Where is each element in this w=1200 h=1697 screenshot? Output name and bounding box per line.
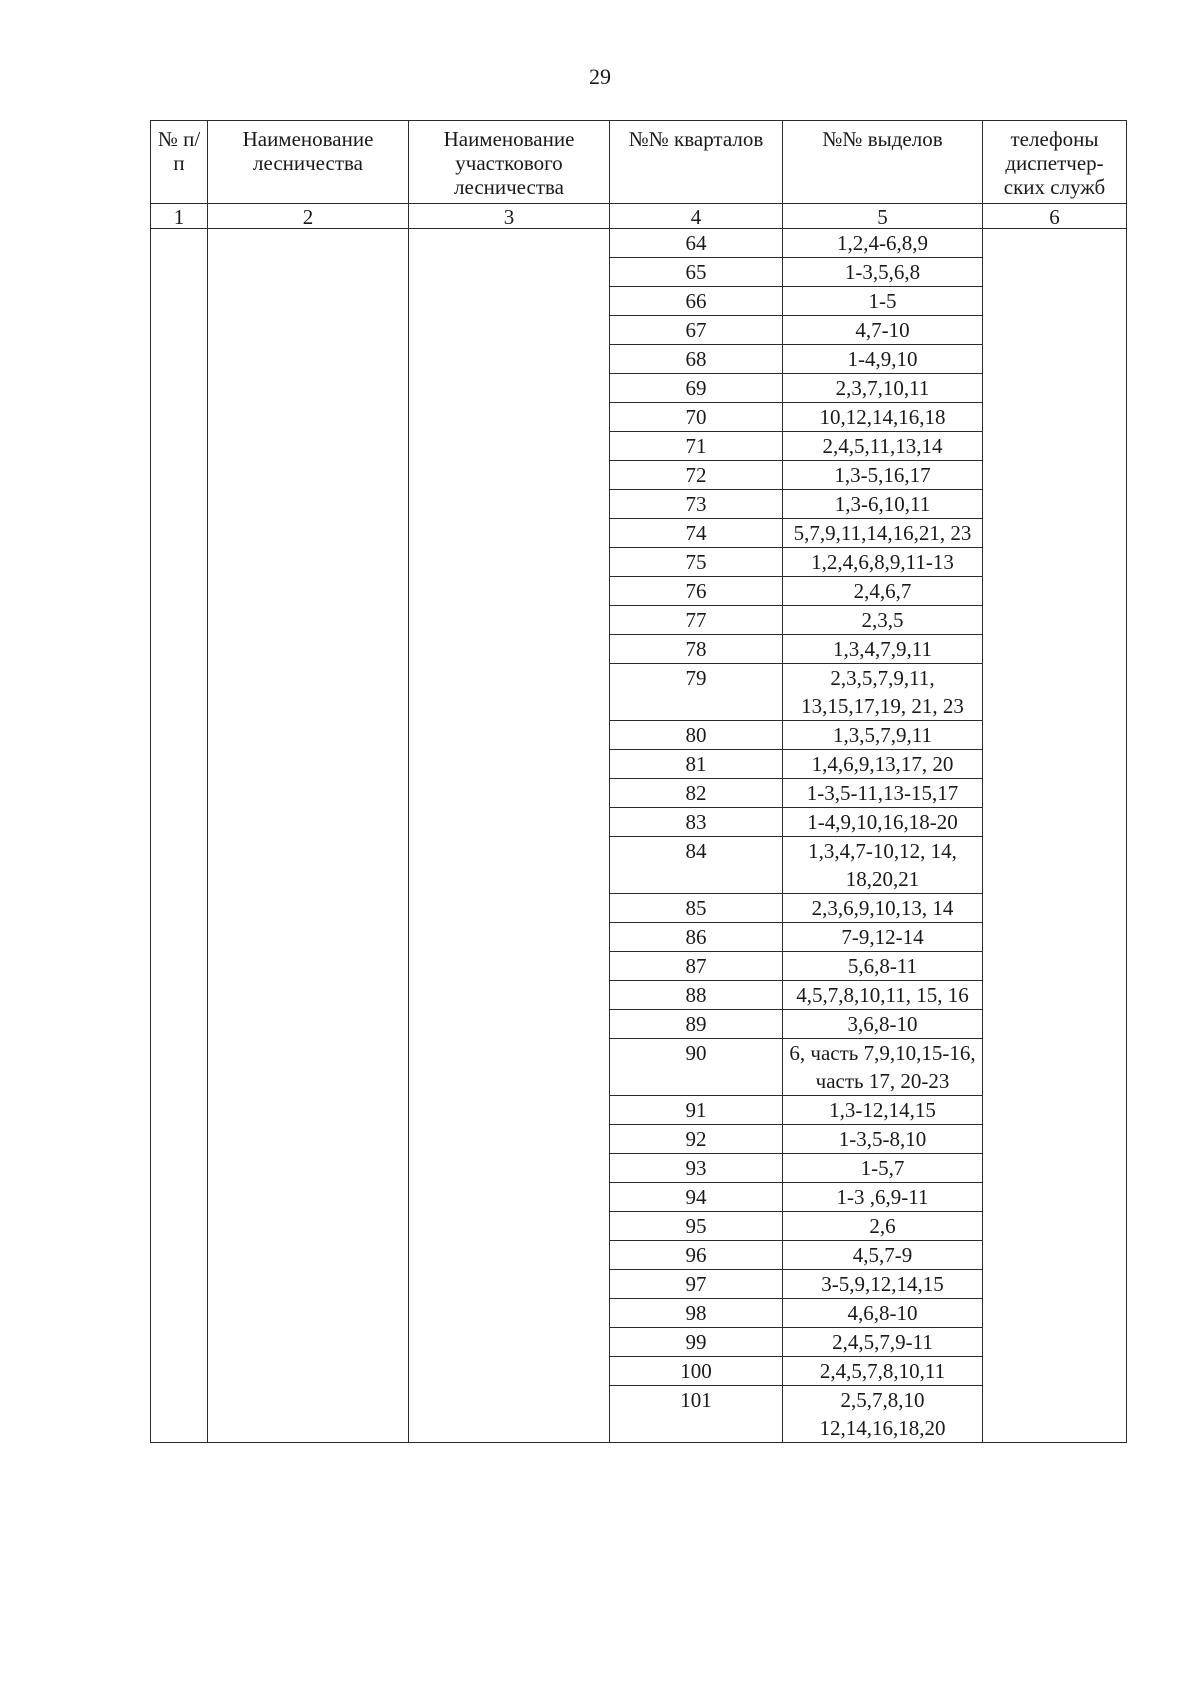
district-forestry-cell [409,635,610,664]
district-forestry-cell [409,229,610,258]
district-forestry-cell [409,923,610,952]
dispatch-phone-cell [983,1212,1127,1241]
quarter-number: 92 [610,1125,783,1154]
parcel-numbers: 2,3,7,10,11 [783,374,983,403]
dispatch-phone-cell [983,923,1127,952]
dispatch-phone-cell [983,1125,1127,1154]
table-row [151,345,1127,374]
forestry-name-cell [208,374,409,403]
district-forestry-cell [409,1010,610,1039]
dispatch-phone-cell [983,981,1127,1010]
column-number: 2 [208,204,409,229]
quarter-number: 67 [610,316,783,345]
parcel-numbers: 1-3,5-11,13-15,17 [783,779,983,808]
forestry-name-cell [208,1299,409,1328]
quarter-number: 94 [610,1183,783,1212]
parcel-numbers: 7-9,12-14 [783,923,983,952]
quarter-number: 74 [610,519,783,548]
table-row [151,1183,1127,1212]
forestry-name-cell [208,577,409,606]
forestry-name-cell [208,750,409,779]
row-number-cell [151,750,208,779]
table-row [151,490,1127,519]
parcel-numbers: 5,7,9,11,14,16,21, 23 [783,519,983,548]
quarter-number: 64 [610,229,783,258]
table-row [151,403,1127,432]
row-number-cell [151,345,208,374]
table-row [151,1212,1127,1241]
row-number-cell [151,779,208,808]
district-forestry-cell [409,490,610,519]
quarter-number: 78 [610,635,783,664]
row-number-cell [151,808,208,837]
table-row [151,664,1127,721]
parcel-numbers: 5,6,8-11 [783,952,983,981]
table-row [151,519,1127,548]
row-number-cell [151,519,208,548]
parcel-numbers: 1,2,4-6,8,9 [783,229,983,258]
forestry-name-cell [208,1010,409,1039]
table-row [151,923,1127,952]
dispatch-phone-cell [983,577,1127,606]
table-row [151,1270,1127,1299]
forestry-name-cell [208,345,409,374]
table-row [151,635,1127,664]
row-number-cell [151,1039,208,1096]
parcel-numbers: 1-5,7 [783,1154,983,1183]
quarter-number: 73 [610,490,783,519]
dispatch-phone-cell [983,1328,1127,1357]
table-header [151,121,1127,204]
row-number-cell [151,548,208,577]
forestry-name-cell [208,258,409,287]
district-forestry-cell [409,1039,610,1096]
parcel-numbers: 1,3-6,10,11 [783,490,983,519]
row-number-cell [151,635,208,664]
parcel-numbers: 1,3-5,16,17 [783,461,983,490]
forestry-name-cell [208,664,409,721]
table-row [151,577,1127,606]
quarter-number: 96 [610,1241,783,1270]
district-forestry-cell [409,577,610,606]
dispatch-phone-cell [983,287,1127,316]
row-number-cell [151,229,208,258]
parcel-numbers: 4,5,7-9 [783,1241,983,1270]
column-number: 5 [783,204,983,229]
dispatch-phone-cell [983,1010,1127,1039]
header-district-forestry-name: Наименование участкового лесничества [409,121,610,204]
table-row [151,1357,1127,1386]
district-forestry-cell [409,894,610,923]
forestry-name-cell [208,1328,409,1357]
row-number-cell [151,316,208,345]
district-forestry-cell [409,1328,610,1357]
quarter-number: 88 [610,981,783,1010]
parcel-numbers: 2,4,6,7 [783,577,983,606]
district-forestry-cell [409,1212,610,1241]
district-forestry-cell [409,721,610,750]
dispatch-phone-cell [983,1154,1127,1183]
parcel-numbers: 2,4,5,11,13,14 [783,432,983,461]
table-row [151,287,1127,316]
table-row [151,1125,1127,1154]
row-number-cell [151,461,208,490]
forestry-name-cell [208,1183,409,1212]
quarter-number: 82 [610,779,783,808]
parcel-numbers: 1,2,4,6,8,9,11-13 [783,548,983,577]
header-dispatch-phones: телефоны диспетчер-ских служб [983,121,1127,204]
parcel-numbers: 2,5,7,8,10 12,14,16,18,20 [783,1386,983,1443]
dispatch-phone-cell [983,1039,1127,1096]
quarter-number: 90 [610,1039,783,1096]
district-forestry-cell [409,779,610,808]
row-number-cell [151,1125,208,1154]
dispatch-phone-cell [983,721,1127,750]
row-number-cell [151,664,208,721]
row-number-cell [151,1096,208,1125]
dispatch-phone-cell [983,894,1127,923]
table-row [151,1154,1127,1183]
column-number: 4 [610,204,783,229]
table-row [151,1328,1127,1357]
parcel-numbers: 2,3,5,7,9,11, 13,15,17,19, 21, 23 [783,664,983,721]
quarter-number: 70 [610,403,783,432]
forestry-name-cell [208,894,409,923]
table-row [151,316,1127,345]
parcel-numbers: 1-4,9,10 [783,345,983,374]
parcel-numbers: 1-5 [783,287,983,316]
row-number-cell [151,1183,208,1212]
row-number-cell [151,1328,208,1357]
forestry-name-cell [208,403,409,432]
dispatch-phone-cell [983,519,1127,548]
dispatch-phone-cell [983,345,1127,374]
quarter-number: 99 [610,1328,783,1357]
table-body [151,204,1127,1443]
forestry-name-cell [208,923,409,952]
parcel-numbers: 1-3,5-8,10 [783,1125,983,1154]
row-number-cell [151,287,208,316]
row-number-cell [151,577,208,606]
district-forestry-cell [409,432,610,461]
forestry-name-cell [208,1096,409,1125]
row-number-cell [151,837,208,894]
district-forestry-cell [409,664,610,721]
forestry-name-cell [208,490,409,519]
dispatch-phone-cell [983,750,1127,779]
forestry-name-cell [208,548,409,577]
district-forestry-cell [409,1125,610,1154]
quarter-number: 83 [610,808,783,837]
table-row [151,894,1127,923]
forestry-name-cell [208,808,409,837]
district-forestry-cell [409,837,610,894]
quarter-number: 75 [610,548,783,577]
dispatch-phone-cell [983,1270,1127,1299]
parcel-numbers: 3,6,8-10 [783,1010,983,1039]
district-forestry-cell [409,345,610,374]
parcel-numbers: 1,3,5,7,9,11 [783,721,983,750]
quarter-number: 72 [610,461,783,490]
table-row [151,374,1127,403]
parcel-numbers: 2,4,5,7,9-11 [783,1328,983,1357]
district-forestry-cell [409,316,610,345]
row-number-cell [151,606,208,635]
table-row [151,750,1127,779]
table-row [151,258,1127,287]
table-row [151,1096,1127,1125]
row-number-cell [151,374,208,403]
dispatch-phone-cell [983,490,1127,519]
quarter-number: 76 [610,577,783,606]
district-forestry-cell [409,1270,610,1299]
column-number: 1 [151,204,208,229]
parcel-numbers: 3-5,9,12,14,15 [783,1270,983,1299]
forestry-name-cell [208,287,409,316]
table-row [151,837,1127,894]
table-row [151,606,1127,635]
dispatch-phone-cell [983,1241,1127,1270]
row-number-cell [151,1212,208,1241]
dispatch-phone-cell [983,374,1127,403]
quarter-number: 101 [610,1386,783,1443]
quarter-number: 87 [610,952,783,981]
district-forestry-cell [409,403,610,432]
row-number-cell [151,1386,208,1443]
quarter-number: 71 [610,432,783,461]
row-number-cell [151,1357,208,1386]
dispatch-phone-cell [983,606,1127,635]
forestry-name-cell [208,461,409,490]
district-forestry-cell [409,1096,610,1125]
quarter-number: 77 [610,606,783,635]
row-number-cell [151,432,208,461]
forestry-name-cell [208,1039,409,1096]
parcel-numbers: 1-3,5,6,8 [783,258,983,287]
dispatch-phone-cell [983,837,1127,894]
district-forestry-cell [409,374,610,403]
row-number-cell [151,1270,208,1299]
table-row [151,1386,1127,1443]
quarter-number: 66 [610,287,783,316]
table-row [151,1039,1127,1096]
table-row [151,548,1127,577]
parcel-numbers: 2,3,6,9,10,13, 14 [783,894,983,923]
parcel-numbers: 1-4,9,10,16,18-20 [783,808,983,837]
column-number: 3 [409,204,610,229]
district-forestry-cell [409,1357,610,1386]
parcel-numbers: 4,5,7,8,10,11, 15, 16 [783,981,983,1010]
dispatch-phone-cell [983,779,1127,808]
quarter-number: 86 [610,923,783,952]
forestry-name-cell [208,981,409,1010]
district-forestry-cell [409,287,610,316]
forestry-name-cell [208,1241,409,1270]
dispatch-phone-cell [983,1299,1127,1328]
forestry-name-cell [208,432,409,461]
quarter-number: 93 [610,1154,783,1183]
dispatch-phone-cell [983,1357,1127,1386]
table-row [151,779,1127,808]
table-row [151,1241,1127,1270]
district-forestry-cell [409,952,610,981]
dispatch-phone-cell [983,808,1127,837]
dispatch-phone-cell [983,403,1127,432]
dispatch-phone-cell [983,316,1127,345]
dispatch-phone-cell [983,635,1127,664]
dispatch-phone-cell [983,664,1127,721]
dispatch-phone-cell [983,1183,1127,1212]
quarter-number: 81 [610,750,783,779]
forestry-name-cell [208,1154,409,1183]
quarter-number: 68 [610,345,783,374]
forestry-name-cell [208,1386,409,1443]
parcel-numbers: 1,3-12,14,15 [783,1096,983,1125]
table-row [151,1010,1127,1039]
header-quarters: №№ кварталов [610,121,783,204]
forestry-name-cell [208,1125,409,1154]
forestry-name-cell [208,635,409,664]
district-forestry-cell [409,606,610,635]
table-row [151,981,1127,1010]
district-forestry-cell [409,981,610,1010]
row-number-cell [151,403,208,432]
row-number-cell [151,952,208,981]
row-number-cell [151,490,208,519]
quarter-number: 98 [610,1299,783,1328]
dispatch-phone-cell [983,1096,1127,1125]
district-forestry-cell [409,461,610,490]
district-forestry-cell [409,519,610,548]
row-number-cell [151,1299,208,1328]
quarter-number: 84 [610,837,783,894]
forestry-name-cell [208,952,409,981]
quarter-number: 100 [610,1357,783,1386]
table-row [151,721,1127,750]
parcel-numbers: 2,6 [783,1212,983,1241]
district-forestry-cell [409,808,610,837]
quarter-number: 95 [610,1212,783,1241]
dispatch-phone-cell [983,952,1127,981]
parcel-numbers: 1,4,6,9,13,17, 20 [783,750,983,779]
forestry-name-cell [208,837,409,894]
parcel-numbers: 1,3,4,7,9,11 [783,635,983,664]
column-numbers-row [151,204,1127,229]
quarter-number: 80 [610,721,783,750]
header-forestry-name: Наименование лесничества [208,121,409,204]
row-number-cell [151,923,208,952]
table-row [151,952,1127,981]
quarter-number: 85 [610,894,783,923]
dispatch-phone-cell [983,432,1127,461]
district-forestry-cell [409,1386,610,1443]
table-row [151,229,1127,258]
table-row [151,461,1127,490]
parcel-numbers: 1-3 ,6,9-11 [783,1183,983,1212]
quarter-number: 65 [610,258,783,287]
row-number-cell [151,1241,208,1270]
row-number-cell [151,894,208,923]
forestry-name-cell [208,1270,409,1299]
parcel-numbers: 4,6,8-10 [783,1299,983,1328]
quarter-number: 97 [610,1270,783,1299]
district-forestry-cell [409,1299,610,1328]
forestry-name-cell [208,1357,409,1386]
table-row [151,808,1127,837]
parcel-numbers: 1,3,4,7-10,12, 14, 18,20,21 [783,837,983,894]
column-number: 6 [983,204,1127,229]
row-number-cell [151,721,208,750]
district-forestry-cell [409,1183,610,1212]
dispatch-phone-cell [983,548,1127,577]
parcel-numbers: 2,3,5 [783,606,983,635]
quarter-number: 69 [610,374,783,403]
district-forestry-cell [409,548,610,577]
forestry-name-cell [208,316,409,345]
parcel-numbers: 4,7-10 [783,316,983,345]
row-number-cell [151,258,208,287]
district-forestry-cell [409,258,610,287]
header-parcels: №№ выделов [783,121,983,204]
forestry-name-cell [208,519,409,548]
quarter-number: 89 [610,1010,783,1039]
forestry-name-cell [208,721,409,750]
row-number-cell [151,981,208,1010]
district-forestry-cell [409,1154,610,1183]
table-row [151,432,1127,461]
header-row-number: № п/п [151,121,208,204]
dispatch-phone-cell [983,258,1127,287]
forestry-name-cell [208,779,409,808]
parcel-numbers: 10,12,14,16,18 [783,403,983,432]
district-forestry-cell [409,750,610,779]
row-number-cell [151,1154,208,1183]
forestry-name-cell [208,1212,409,1241]
quarter-number: 79 [610,664,783,721]
forestry-name-cell [208,606,409,635]
dispatch-phone-cell [983,229,1127,258]
row-number-cell [151,1010,208,1039]
page-number: 29 [589,64,611,89]
dispatch-phone-cell [983,461,1127,490]
district-forestry-cell [409,1241,610,1270]
forestry-table [150,120,1127,1443]
table-row [151,1299,1127,1328]
parcel-numbers: 2,4,5,7,8,10,11 [783,1357,983,1386]
forestry-name-cell [208,229,409,258]
quarter-number: 91 [610,1096,783,1125]
dispatch-phone-cell [983,1386,1127,1443]
parcel-numbers: 6, часть 7,9,10,15-16, часть 17, 20-23 [783,1039,983,1096]
